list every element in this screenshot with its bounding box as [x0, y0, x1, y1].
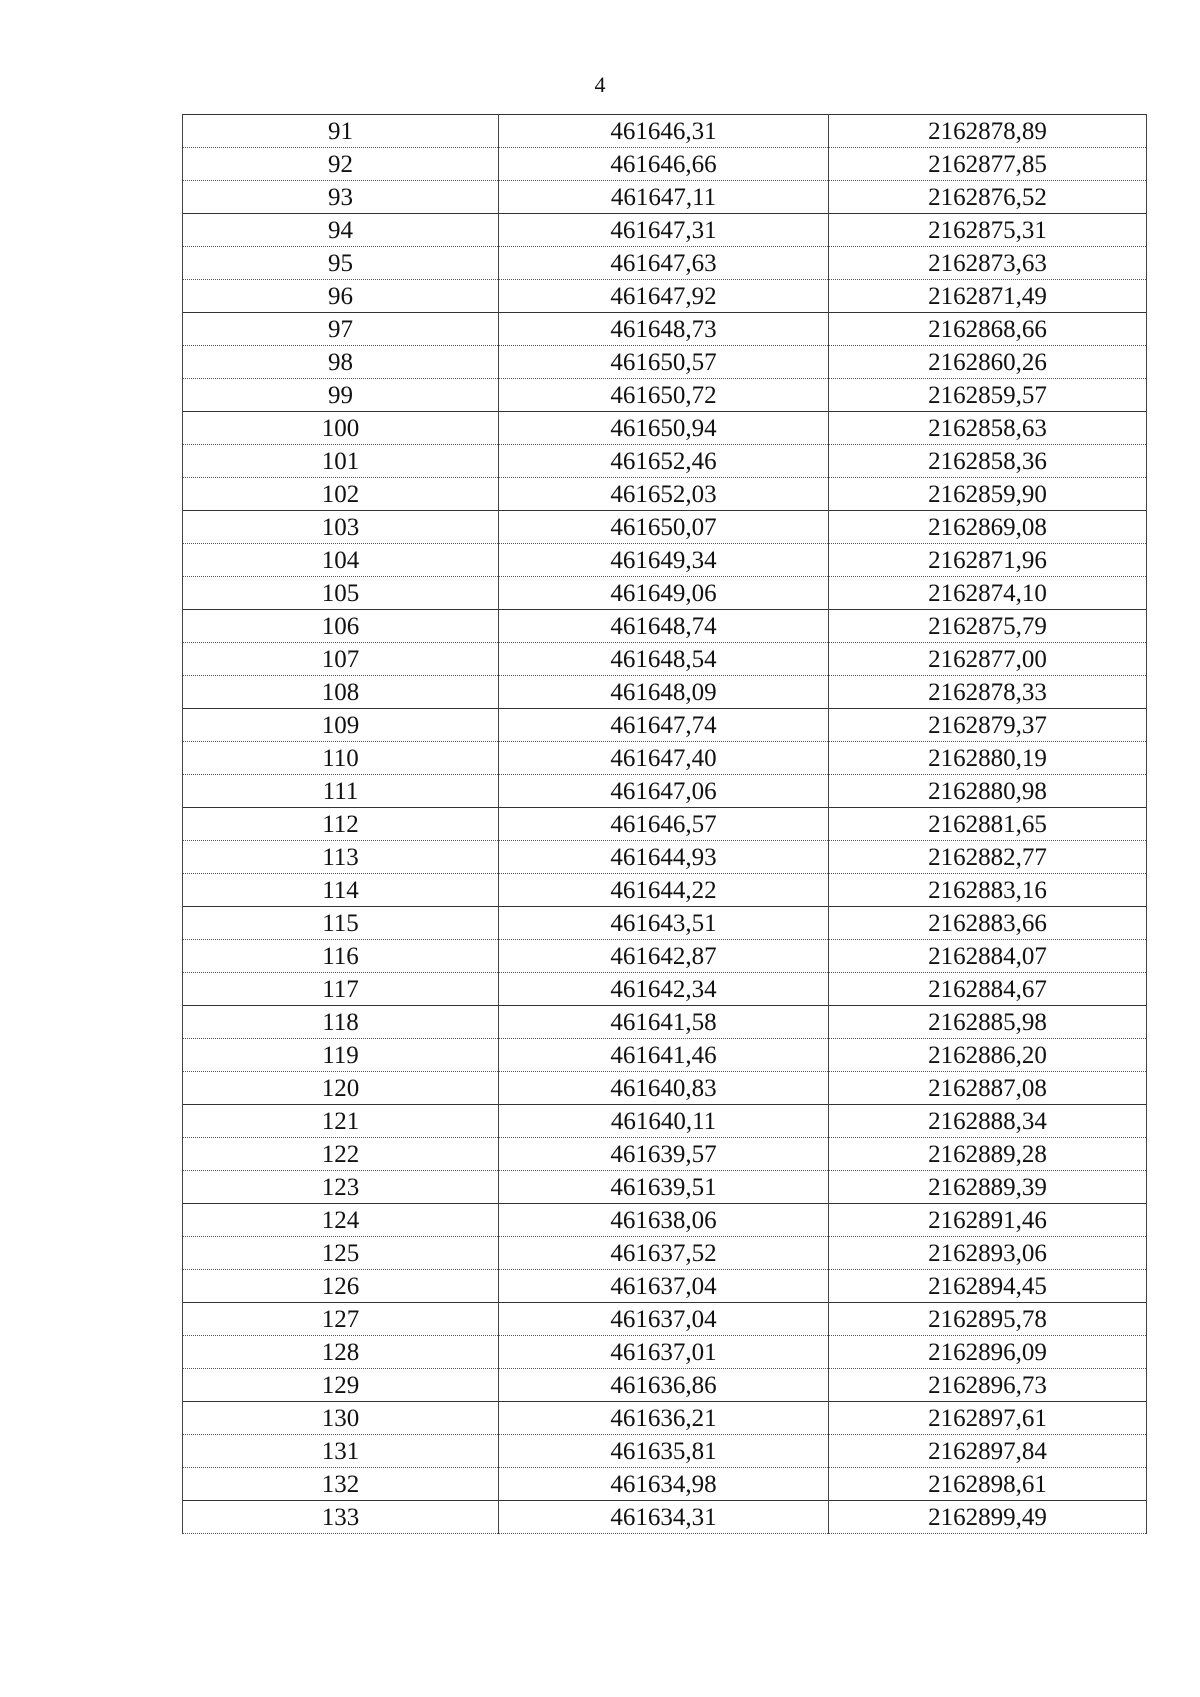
y-coordinate-cell: 2162898,61: [829, 1468, 1147, 1501]
y-coordinate-cell: 2162873,63: [829, 247, 1147, 280]
x-coordinate-cell: 461648,09: [499, 676, 829, 709]
point-number-cell: 110: [183, 742, 499, 775]
point-number-cell: 123: [183, 1171, 499, 1204]
y-coordinate-cell: 2162879,37: [829, 709, 1147, 742]
table-row: [183, 742, 1147, 775]
y-coordinate-cell: 2162878,33: [829, 676, 1147, 709]
y-coordinate-cell: 2162860,26: [829, 346, 1147, 379]
point-number-cell: 130: [183, 1402, 499, 1435]
page-number: 4: [594, 72, 606, 97]
point-number-cell: 111: [183, 775, 499, 808]
point-number-cell: 96: [183, 280, 499, 313]
point-number-cell: 128: [183, 1336, 499, 1369]
x-coordinate-cell: 461644,93: [499, 841, 829, 874]
x-coordinate-cell: 461648,54: [499, 643, 829, 676]
y-coordinate-cell: 2162877,00: [829, 643, 1147, 676]
table-row: [183, 1270, 1147, 1303]
coordinates-table-body: [183, 115, 1147, 1534]
y-coordinate-cell: 2162899,49: [829, 1501, 1147, 1534]
table-row: [183, 1204, 1147, 1237]
x-coordinate-cell: 461644,22: [499, 874, 829, 907]
y-coordinate-cell: 2162877,85: [829, 148, 1147, 181]
y-coordinate-cell: 2162887,08: [829, 1072, 1147, 1105]
y-coordinate-cell: 2162880,98: [829, 775, 1147, 808]
x-coordinate-cell: 461639,57: [499, 1138, 829, 1171]
table-row: [183, 1468, 1147, 1501]
x-coordinate-cell: 461636,21: [499, 1402, 829, 1435]
x-coordinate-cell: 461649,34: [499, 544, 829, 577]
point-number-cell: 115: [183, 907, 499, 940]
table-row: [183, 247, 1147, 280]
table-row: [183, 610, 1147, 643]
point-number-cell: 109: [183, 709, 499, 742]
table-row: [183, 1105, 1147, 1138]
table-row: [183, 775, 1147, 808]
y-coordinate-cell: 2162896,09: [829, 1336, 1147, 1369]
point-number-cell: 92: [183, 148, 499, 181]
point-number-cell: 121: [183, 1105, 499, 1138]
table-row: [183, 676, 1147, 709]
y-coordinate-cell: 2162880,19: [829, 742, 1147, 775]
table-row: [183, 907, 1147, 940]
x-coordinate-cell: 461647,92: [499, 280, 829, 313]
x-coordinate-cell: 461642,87: [499, 940, 829, 973]
x-coordinate-cell: 461647,11: [499, 181, 829, 214]
x-coordinate-cell: 461646,57: [499, 808, 829, 841]
y-coordinate-cell: 2162858,63: [829, 412, 1147, 445]
y-coordinate-cell: 2162871,49: [829, 280, 1147, 313]
point-number-cell: 116: [183, 940, 499, 973]
table-row: [183, 940, 1147, 973]
table-row: [183, 346, 1147, 379]
x-coordinate-cell: 461634,98: [499, 1468, 829, 1501]
point-number-cell: 91: [183, 115, 499, 148]
point-number-cell: 99: [183, 379, 499, 412]
table-row: [183, 1171, 1147, 1204]
point-number-cell: 107: [183, 643, 499, 676]
y-coordinate-cell: 2162882,77: [829, 841, 1147, 874]
y-coordinate-cell: 2162893,06: [829, 1237, 1147, 1270]
table-row: [183, 478, 1147, 511]
y-coordinate-cell: 2162871,96: [829, 544, 1147, 577]
x-coordinate-cell: 461642,34: [499, 973, 829, 1006]
x-coordinate-cell: 461635,81: [499, 1435, 829, 1468]
table-row: [183, 874, 1147, 907]
point-number-cell: 106: [183, 610, 499, 643]
y-coordinate-cell: 2162878,89: [829, 115, 1147, 148]
x-coordinate-cell: 461647,40: [499, 742, 829, 775]
table-row: [183, 709, 1147, 742]
y-coordinate-cell: 2162858,36: [829, 445, 1147, 478]
y-coordinate-cell: 2162885,98: [829, 1006, 1147, 1039]
y-coordinate-cell: 2162881,65: [829, 808, 1147, 841]
y-coordinate-cell: 2162884,07: [829, 940, 1147, 973]
table-row: [183, 577, 1147, 610]
point-number-cell: 105: [183, 577, 499, 610]
table-row: [183, 313, 1147, 346]
point-number-cell: 133: [183, 1501, 499, 1534]
table-row: [183, 181, 1147, 214]
y-coordinate-cell: 2162888,34: [829, 1105, 1147, 1138]
x-coordinate-cell: 461649,06: [499, 577, 829, 610]
x-coordinate-cell: 461650,07: [499, 511, 829, 544]
point-number-cell: 108: [183, 676, 499, 709]
table-row: [183, 379, 1147, 412]
table-row: [183, 115, 1147, 148]
x-coordinate-cell: 461647,63: [499, 247, 829, 280]
table-row: [183, 1072, 1147, 1105]
point-number-cell: 100: [183, 412, 499, 445]
y-coordinate-cell: 2162889,39: [829, 1171, 1147, 1204]
table-row: [183, 1039, 1147, 1072]
point-number-cell: 132: [183, 1468, 499, 1501]
x-coordinate-cell: 461647,06: [499, 775, 829, 808]
point-number-cell: 120: [183, 1072, 499, 1105]
table-row: [183, 280, 1147, 313]
point-number-cell: 125: [183, 1237, 499, 1270]
point-number-cell: 131: [183, 1435, 499, 1468]
x-coordinate-cell: 461643,51: [499, 907, 829, 940]
y-coordinate-cell: 2162859,57: [829, 379, 1147, 412]
x-coordinate-cell: 461647,31: [499, 214, 829, 247]
y-coordinate-cell: 2162891,46: [829, 1204, 1147, 1237]
point-number-cell: 103: [183, 511, 499, 544]
y-coordinate-cell: 2162875,79: [829, 610, 1147, 643]
point-number-cell: 126: [183, 1270, 499, 1303]
x-coordinate-cell: 461634,31: [499, 1501, 829, 1534]
table-row: [183, 1336, 1147, 1369]
table-row: [183, 1501, 1147, 1534]
table-row: [183, 148, 1147, 181]
y-coordinate-cell: 2162897,61: [829, 1402, 1147, 1435]
point-number-cell: 101: [183, 445, 499, 478]
x-coordinate-cell: 461637,04: [499, 1270, 829, 1303]
table-row: [183, 1435, 1147, 1468]
x-coordinate-cell: 461650,94: [499, 412, 829, 445]
point-number-cell: 112: [183, 808, 499, 841]
point-number-cell: 129: [183, 1369, 499, 1402]
x-coordinate-cell: 461637,52: [499, 1237, 829, 1270]
table-row: [183, 973, 1147, 1006]
x-coordinate-cell: 461640,11: [499, 1105, 829, 1138]
table-row: [183, 808, 1147, 841]
table-row: [183, 214, 1147, 247]
x-coordinate-cell: 461636,86: [499, 1369, 829, 1402]
x-coordinate-cell: 461646,66: [499, 148, 829, 181]
point-number-cell: 102: [183, 478, 499, 511]
x-coordinate-cell: 461641,58: [499, 1006, 829, 1039]
y-coordinate-cell: 2162868,66: [829, 313, 1147, 346]
x-coordinate-cell: 461652,03: [499, 478, 829, 511]
y-coordinate-cell: 2162859,90: [829, 478, 1147, 511]
point-number-cell: 97: [183, 313, 499, 346]
table-row: [183, 1138, 1147, 1171]
x-coordinate-cell: 461652,46: [499, 445, 829, 478]
y-coordinate-cell: 2162894,45: [829, 1270, 1147, 1303]
table-row: [183, 412, 1147, 445]
point-number-cell: 113: [183, 841, 499, 874]
y-coordinate-cell: 2162874,10: [829, 577, 1147, 610]
table-row: [183, 1303, 1147, 1336]
point-number-cell: 104: [183, 544, 499, 577]
x-coordinate-cell: 461648,74: [499, 610, 829, 643]
table-row: [183, 1006, 1147, 1039]
x-coordinate-cell: 461640,83: [499, 1072, 829, 1105]
y-coordinate-cell: 2162889,28: [829, 1138, 1147, 1171]
y-coordinate-cell: 2162883,66: [829, 907, 1147, 940]
x-coordinate-cell: 461647,74: [499, 709, 829, 742]
point-number-cell: 117: [183, 973, 499, 1006]
x-coordinate-cell: 461650,57: [499, 346, 829, 379]
x-coordinate-cell: 461637,04: [499, 1303, 829, 1336]
point-number-cell: 93: [183, 181, 499, 214]
table-row: [183, 841, 1147, 874]
x-coordinate-cell: 461639,51: [499, 1171, 829, 1204]
y-coordinate-cell: 2162876,52: [829, 181, 1147, 214]
point-number-cell: 118: [183, 1006, 499, 1039]
table-row: [183, 445, 1147, 478]
y-coordinate-cell: 2162884,67: [829, 973, 1147, 1006]
y-coordinate-cell: 2162897,84: [829, 1435, 1147, 1468]
y-coordinate-cell: 2162896,73: [829, 1369, 1147, 1402]
point-number-cell: 94: [183, 214, 499, 247]
point-number-cell: 114: [183, 874, 499, 907]
coordinates-table: [182, 114, 1147, 1534]
point-number-cell: 98: [183, 346, 499, 379]
point-number-cell: 95: [183, 247, 499, 280]
table-row: [183, 1369, 1147, 1402]
point-number-cell: 122: [183, 1138, 499, 1171]
table-row: [183, 1237, 1147, 1270]
y-coordinate-cell: 2162886,20: [829, 1039, 1147, 1072]
x-coordinate-cell: 461641,46: [499, 1039, 829, 1072]
x-coordinate-cell: 461646,31: [499, 115, 829, 148]
x-coordinate-cell: 461638,06: [499, 1204, 829, 1237]
y-coordinate-cell: 2162875,31: [829, 214, 1147, 247]
y-coordinate-cell: 2162895,78: [829, 1303, 1147, 1336]
table-row: [183, 643, 1147, 676]
y-coordinate-cell: 2162883,16: [829, 874, 1147, 907]
point-number-cell: 119: [183, 1039, 499, 1072]
table-row: [183, 544, 1147, 577]
y-coordinate-cell: 2162869,08: [829, 511, 1147, 544]
x-coordinate-cell: 461637,01: [499, 1336, 829, 1369]
table-row: [183, 511, 1147, 544]
point-number-cell: 127: [183, 1303, 499, 1336]
point-number-cell: 124: [183, 1204, 499, 1237]
x-coordinate-cell: 461648,73: [499, 313, 829, 346]
x-coordinate-cell: 461650,72: [499, 379, 829, 412]
table-row: [183, 1402, 1147, 1435]
